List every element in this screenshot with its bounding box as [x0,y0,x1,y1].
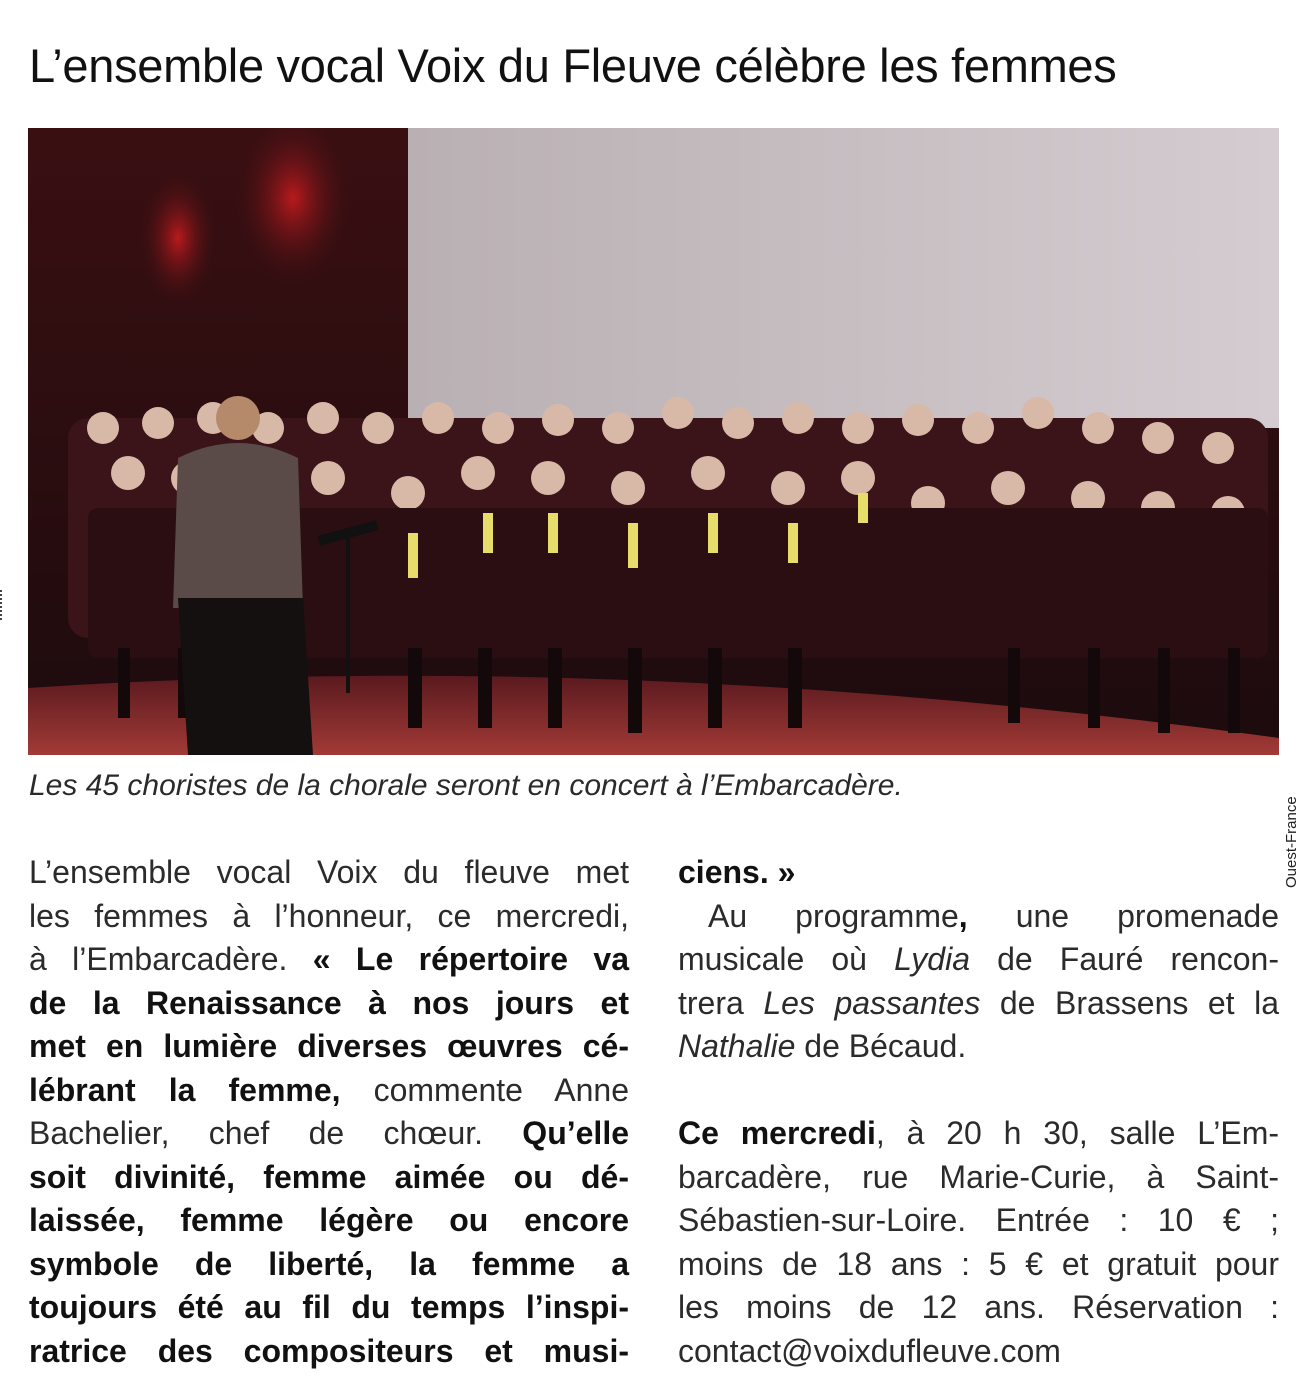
body-line: ciens. » [678,854,796,890]
body-line: les femmes à l’honneur, ce mercredi, [29,897,629,934]
photo-credit-text: Ouest-France [1283,796,1300,888]
body-line: Sébastien-sur-Loire. Entrée : 10 € ; [678,1202,1279,1238]
article-body-right [678,851,1279,1373]
body-line: trera Les passantes de Brassens et la [678,984,1280,1021]
body-line: de la Renaissance à nos jours et [29,984,629,1021]
body-line: met en lumière diverses œuvres cé- [29,1028,629,1064]
body-line: lébrant la femme, commente Anne [29,1071,629,1108]
article-body-left [29,851,629,1373]
body-line: laissée, femme légère ou encore [29,1202,629,1238]
choir-photo-image [28,128,1279,755]
paragraph-gap [678,1069,1279,1113]
body-line: Nathalie de Bécaud. [678,1028,967,1064]
contact-email[interactable]: contact@voixdufleuve.com [678,1332,1061,1369]
choir-photo [28,128,1279,755]
body-line: moins de 18 ans : 5 € et gratuit pour [678,1245,1279,1282]
body-line: les moins de 12 ans. Réservation : [678,1289,1279,1325]
body-line: toujours été au fil du temps l’inspi- [29,1289,629,1325]
body-line: L’ensemble vocal Voix du fleuve met [29,854,629,890]
photo-credit [1283,755,1302,905]
body-line: barcadère, rue Marie-Curie, à Saint- [678,1158,1279,1195]
body-line: symbole de liberté, la femme a [29,1245,629,1282]
photo-caption: Les 45 choristes de la chorale seront en concert à l’Embarcadère. [29,769,903,802]
body-line: Ce mercredi, à 20 h 30, salle L’Em- [678,1115,1280,1151]
margin-mark [0,590,5,620]
article-headline: L’ensemble vocal Voix du Fleuve célèbre les femmes [29,39,1117,92]
body-line: Bachelier, chef de chœur. Qu’elle [29,1115,629,1151]
body-line: musicale où Lydia de Fauré rencon- [678,941,1280,977]
body-line: ratrice des compositeurs et musi- [29,1332,629,1369]
body-line: à l’Embarcadère. « Le répertoire va [29,941,629,977]
body-line: Au programme, une promenade [708,897,1280,934]
body-line: soit divinité, femme aimée ou dé- [29,1158,629,1195]
